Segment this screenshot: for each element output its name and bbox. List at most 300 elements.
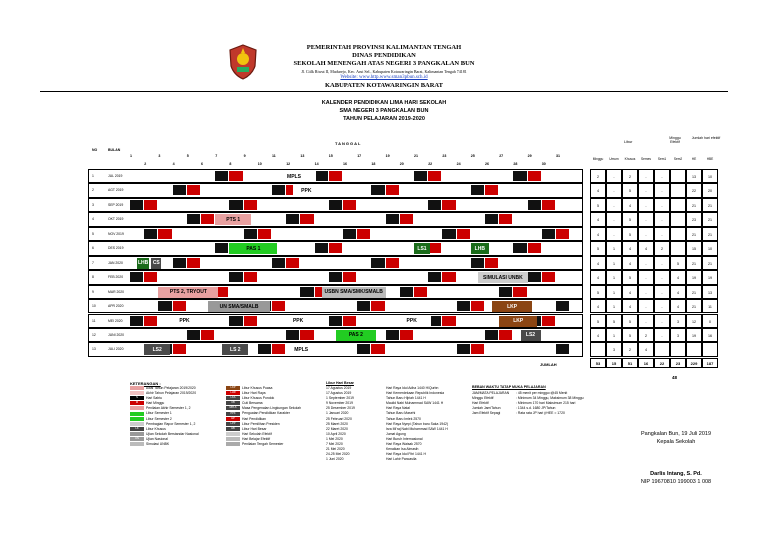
sunday-cell <box>542 316 555 326</box>
saturday-cell <box>315 243 328 253</box>
day-number: 2 <box>144 162 147 166</box>
event-bar: PTS 1 <box>215 214 251 225</box>
month-name: SEP 2019 <box>108 202 124 207</box>
month-number: 1 <box>92 174 94 178</box>
legend-swatch: HB <box>226 427 240 431</box>
summary-cell: 4 <box>590 328 606 342</box>
sunday-cell <box>442 316 455 326</box>
right-subheaders <box>590 157 718 165</box>
summary-cell: - <box>654 270 670 284</box>
holiday-date: 22 Maret 2020 <box>326 426 348 431</box>
legend-title: KETERANGAN : <box>130 381 161 386</box>
sunday-cell <box>386 185 399 195</box>
summary-cell: 4 <box>670 285 686 299</box>
sunday-cell <box>329 171 342 181</box>
summary-cell: 11 <box>702 299 718 313</box>
sunday-cell <box>244 316 257 326</box>
month-name: DES 2019 <box>108 246 124 251</box>
holiday-name: Hari Raya Nyepi (Tahun baru Saka 1942) <box>386 421 449 426</box>
legend-swatch: LPP <box>226 422 240 426</box>
header-divider <box>40 91 728 92</box>
summary-cell: 4 <box>622 241 638 255</box>
summary-cell: 15 <box>686 241 702 255</box>
saturday-cell <box>229 272 242 282</box>
col-no-header: NO <box>92 148 98 152</box>
summary-cell: 2 <box>654 241 670 255</box>
sunday-cell <box>528 171 541 181</box>
summary-cell <box>686 342 702 356</box>
sunday-cell <box>371 301 384 311</box>
saturday-cell <box>329 200 342 210</box>
day-number: 7 <box>215 154 218 158</box>
signature-role: Kepala Sekolah <box>656 439 696 445</box>
header-line-4: KABUPATEN KOTAWARINGIN BARAT <box>325 82 443 89</box>
summary-subheader: Sem2 <box>673 157 683 161</box>
beban-waktu-list <box>472 391 602 416</box>
sunday-cell <box>201 214 214 224</box>
summary-cell <box>670 342 686 356</box>
legend-label: Ujian Sekolah Berstandar Nasional <box>146 431 199 436</box>
summary-cell: - <box>654 328 670 342</box>
signature-name: Darlis Intang, S. Pd. <box>650 471 702 477</box>
saturday-cell <box>485 214 498 224</box>
summary-cell: 4 <box>590 256 606 270</box>
summary-subheader: Umum <box>609 157 619 161</box>
holiday-date: 10 April 2020 <box>326 431 346 436</box>
sunday-cell <box>300 330 313 340</box>
calendar-title: KALENDER PENDIDIKAN LIMA HARI SEKOLAH <box>321 100 447 106</box>
legend-swatch: S <box>130 396 144 400</box>
sunday-cell <box>442 272 455 282</box>
day-number: 14 <box>314 162 319 166</box>
month-name: JAN 2020 <box>108 260 123 265</box>
calendar-grid <box>88 169 584 357</box>
legend-label: Awal Tahun Pelajaran 2019/2020 <box>146 386 196 390</box>
saturday-cell <box>300 287 313 297</box>
summary-cell: - <box>654 299 670 313</box>
day-number: 15 <box>328 154 333 158</box>
holiday-date: 17 Agustus 2019 <box>326 391 352 396</box>
summary-cell <box>670 212 686 226</box>
summary-cell: - <box>638 227 654 241</box>
summary-cell: - <box>638 270 654 284</box>
summary-cell: - <box>606 212 622 226</box>
day-number: 16 <box>343 162 347 166</box>
summary-cell: - <box>606 198 622 212</box>
event-bar: SIMULASI UNBK <box>478 272 528 283</box>
summary-cell: 22 <box>686 183 702 197</box>
saturday-cell <box>485 330 498 340</box>
days-top-row <box>130 154 584 159</box>
month-number: 4 <box>92 217 94 222</box>
saturday-cell <box>130 316 143 326</box>
header-line-1: PEMERINTAH PROVINSI KALIMANTAN TENGAH <box>306 44 462 51</box>
legend-swatch <box>130 391 144 395</box>
month-name: JULI 2020 <box>108 347 124 352</box>
sunday-cell <box>229 171 242 181</box>
month-row <box>88 256 583 270</box>
saturday-cell <box>457 301 470 311</box>
summary-cell <box>590 342 606 356</box>
header-line-3: SEKOLAH MENENGAH ATAS NEGERI 3 PANGKALAN BUN <box>293 60 475 67</box>
header-line-2: DINAS PENDIDIKAN <box>352 52 416 59</box>
legend-label: Hari Pendidikan <box>242 416 266 421</box>
summary-cell: - <box>654 169 670 183</box>
summary-cell: 4 <box>670 270 686 284</box>
day-number: 17 <box>357 154 362 158</box>
summary-total: 187 <box>702 358 718 368</box>
summary-cell: 16 <box>702 328 718 342</box>
saturday-cell <box>400 287 413 297</box>
legend-item <box>130 442 222 447</box>
legend-label: Libur Khusus <box>146 426 166 431</box>
holiday-date: 1 Mei 2020 <box>326 436 343 441</box>
summary-cell <box>670 183 686 197</box>
beban-key: Hari Efektif <box>472 401 489 406</box>
summary-cell: 5 <box>590 314 606 328</box>
sunday-cell <box>272 344 285 354</box>
legend-swatch <box>226 437 240 441</box>
day-number: 26 <box>485 162 489 166</box>
event-bar: PPK <box>393 316 431 327</box>
summary-cell: 21 <box>686 299 702 313</box>
day-number: 29 <box>527 154 532 158</box>
event-bar: LHB <box>137 258 149 269</box>
sunday-cell <box>414 287 427 297</box>
summary-cell: - <box>638 198 654 212</box>
summary-cell: 4 <box>638 241 654 255</box>
summary-cell: - <box>654 198 670 212</box>
legend-label: Penilaian Tengah Semester <box>242 442 284 447</box>
month-name: JUNI 2020 <box>108 332 125 337</box>
summary-cell: - <box>606 227 622 241</box>
event-bar: PAS 2 <box>336 330 376 341</box>
holiday-name: Hari Raya Idul Fitri 1441 H <box>386 452 426 457</box>
saturday-cell <box>386 330 399 340</box>
summary-cell: 1 <box>606 256 622 270</box>
right-totals-row <box>590 358 718 368</box>
legend-label: Hari Sabtu <box>146 396 163 401</box>
summary-cell: - <box>638 169 654 183</box>
legend-swatch: LK <box>130 427 144 431</box>
day-number: 31 <box>556 154 560 158</box>
beban-title: BEBAN WAKTU TATAP MUKA PELAJARAN <box>472 385 546 389</box>
legend-label: Libur Hari Raya <box>242 391 266 396</box>
event-bar: LKP <box>492 301 532 312</box>
summary-cell: 5 <box>590 241 606 255</box>
sunday-cell <box>343 200 356 210</box>
month-number: 9 <box>92 289 94 294</box>
event-bar: MPLS <box>286 344 316 355</box>
summary-cell: 21 <box>702 227 718 241</box>
saturday-cell <box>272 185 285 195</box>
saturday-cell <box>329 316 342 326</box>
beban-key: Jumlah Jam/Tahun <box>472 406 501 411</box>
day-number: 27 <box>499 154 504 158</box>
sunday-cell <box>428 243 441 253</box>
saturday-cell <box>428 272 441 282</box>
holiday-name: Maulid Nabi Muhammad SAW 1441 H <box>386 401 444 406</box>
legend-label: Hari Sekolah Efektif <box>242 431 272 436</box>
summary-cell: 19 <box>686 328 702 342</box>
saturday-cell <box>542 229 555 239</box>
legend-label: Masa Pengenalan Lingkungan Sekolah <box>242 406 302 411</box>
legend-swatch: HP <box>226 417 240 421</box>
summary-total: 22 <box>654 358 670 368</box>
legend-swatch: LKP <box>226 386 240 390</box>
summary-cell: 4 <box>590 183 606 197</box>
month-name: FEB 2020 <box>108 275 124 280</box>
beban-key: Jam Efektif Sepagi <box>472 411 501 416</box>
summary-cell: 21 <box>686 198 702 212</box>
day-number: 8 <box>229 162 232 166</box>
calendar-school: SMA NEGERI 3 PANGKALAN BUN <box>339 108 429 114</box>
saturday-cell <box>343 229 356 239</box>
legend-swatch <box>226 442 240 446</box>
saturday-cell <box>371 258 384 268</box>
summary-cell: 4 <box>590 299 606 313</box>
summary-cell: 10 <box>702 241 718 255</box>
sunday-cell <box>485 258 498 268</box>
summary-cell <box>670 241 686 255</box>
day-number: 5 <box>186 154 189 158</box>
summary-cell: 4 <box>590 270 606 284</box>
saturday-cell <box>442 229 455 239</box>
beban-row <box>472 411 602 416</box>
event-bar: LS1 <box>414 243 430 254</box>
sunday-cell <box>201 330 214 340</box>
beban-value: : Minimum 34 Minggu, Maksimum 38 Minggu <box>516 396 584 401</box>
saturday-cell <box>414 171 427 181</box>
sunday-cell <box>357 229 370 239</box>
summary-total: 53 <box>590 358 606 368</box>
month-number: 8 <box>92 275 94 280</box>
sunday-cell <box>400 214 413 224</box>
hari-besar-title: Libur Hari Besar <box>326 381 354 385</box>
legend-label: Penguatan Pendidikan Karakter <box>242 411 290 416</box>
summary-cell: 10 <box>702 169 718 183</box>
saturday-cell <box>357 344 370 354</box>
summary-total: 229 <box>686 358 702 368</box>
event-bar: PTS 2, TRYOUT <box>158 287 218 298</box>
holiday-date: 21 Mei 2020 <box>326 447 345 452</box>
month-name: MEI 2020 <box>108 318 123 323</box>
summary-total: 23 <box>670 358 686 368</box>
holiday-name: Tahun Baru Hijriah 1441 H <box>386 396 426 401</box>
sunday-cell <box>144 272 157 282</box>
saturday-cell <box>513 171 526 181</box>
summary-cell: - <box>638 314 654 328</box>
legend-label: Libur Semester 2 <box>146 416 172 421</box>
holiday-date: 7 Mei 2020 <box>326 442 343 447</box>
beban-value: : 45 menit per minggu=@45 Menit <box>516 391 568 395</box>
sunday-cell <box>485 185 498 195</box>
right-summary-table <box>590 169 718 357</box>
saturday-cell <box>329 272 342 282</box>
saturday-cell <box>173 258 186 268</box>
summary-cell: 21 <box>702 212 718 226</box>
month-number: 5 <box>92 231 94 236</box>
summary-cell: 4 <box>622 285 638 299</box>
day-number: 28 <box>513 162 518 166</box>
summary-cell: 5 <box>622 227 638 241</box>
holiday-name: Tahun Baru Masehi <box>386 411 416 416</box>
legend-column-2 <box>226 386 322 447</box>
calendar-year: TAHUN PELAJARAN 2019-2020 <box>343 116 425 122</box>
sunday-cell <box>542 200 555 210</box>
beban-key: JAM/MATA PELAJARAN <box>472 391 510 395</box>
saturday-cell <box>144 229 157 239</box>
month-number: 11 <box>92 318 96 323</box>
sunday-cell <box>442 200 455 210</box>
sunday-cell <box>300 214 313 224</box>
sunday-cell <box>144 316 157 326</box>
holiday-date: 25 Desember 2019 <box>326 406 355 411</box>
summary-cell: 21 <box>686 227 702 241</box>
day-number: 10 <box>257 162 262 166</box>
summary-cell: - <box>606 183 622 197</box>
event-bar: USBN SMA/SMK/SMALB <box>322 287 386 298</box>
hari-besar-names <box>386 386 470 462</box>
legend-label: Libur Semester 1 <box>146 411 172 416</box>
day-number: 9 <box>243 154 246 158</box>
summary-cell: 2 <box>590 169 606 183</box>
summary-cell: 3 <box>670 328 686 342</box>
summary-subheader: HE <box>691 157 697 161</box>
summary-cell: 2 <box>638 328 654 342</box>
event-bar: LS 2 <box>222 344 248 355</box>
sunday-cell <box>272 301 285 311</box>
holiday-name: Hari Raya Waisak 2570 <box>386 442 422 447</box>
sunday-cell <box>258 229 271 239</box>
summary-cell: 20 <box>702 183 718 197</box>
summary-cell: 1 <box>606 285 622 299</box>
legend-swatch <box>130 417 144 421</box>
saturday-cell <box>258 344 271 354</box>
summary-cell: - <box>638 256 654 270</box>
holiday-name: Isra Mi'raj Nabi Muhammad SAW 1441 H <box>386 426 448 431</box>
summary-cell: - <box>638 212 654 226</box>
day-number: 20 <box>399 162 404 166</box>
summary-cell: 21 <box>686 256 702 270</box>
saturday-cell <box>357 301 370 311</box>
holiday-name: Jumat Agung <box>386 431 406 436</box>
day-number: 1 <box>130 154 132 158</box>
legend-swatch <box>226 432 240 436</box>
sunday-cell <box>499 330 512 340</box>
saturday-cell <box>130 272 143 282</box>
summary-cell: 4 <box>670 299 686 313</box>
saturday-cell <box>386 214 399 224</box>
signature-nip: NIP 19670810 199003 1 008 <box>640 479 712 485</box>
day-number: 30 <box>541 162 546 166</box>
sunday-cell <box>556 229 569 239</box>
month-name: NOV 2019 <box>108 231 124 236</box>
saturday-cell <box>244 229 257 239</box>
summary-cell: 0 <box>702 314 718 328</box>
legend-label: Libur Hari Besar <box>242 426 267 431</box>
summary-cell: 5 <box>622 314 638 328</box>
libur-header: Libur <box>624 140 633 144</box>
sunday-cell <box>457 229 470 239</box>
summary-cell: - <box>654 183 670 197</box>
legend-label: Cuti Bersama <box>242 401 263 406</box>
sunday-cell <box>528 243 541 253</box>
summary-cell: 5 <box>622 328 638 342</box>
month-name: APR 2020 <box>108 304 124 309</box>
legend-swatch <box>130 442 144 446</box>
day-number: 12 <box>286 162 291 166</box>
sunday-cell <box>144 200 157 210</box>
summary-cell: 4 <box>622 299 638 313</box>
summary-subheader: Khusus <box>624 157 636 161</box>
day-number: 6 <box>201 162 203 166</box>
saturday-cell <box>158 301 171 311</box>
summary-cell: - <box>654 212 670 226</box>
sunday-cell <box>187 258 200 268</box>
summary-cell: 5 <box>622 183 638 197</box>
summary-cell: 19 <box>686 270 702 284</box>
summary-cell: 21 <box>702 198 718 212</box>
minggu-efektif-header: Minggu Efektif <box>669 136 681 144</box>
summary-cell: 4 <box>590 227 606 241</box>
summary-cell: 5 <box>670 256 686 270</box>
legend-label: Hari Belajar Efektif <box>242 436 271 441</box>
beban-value: : Rata rata JP hari (rHEE = 1720 <box>516 411 565 416</box>
summary-cell: - <box>654 256 670 270</box>
saturday-cell <box>215 171 228 181</box>
month-name: MAR 2020 <box>108 289 125 294</box>
event-bar: PAS 1 <box>229 243 277 254</box>
summary-cell: 5 <box>590 285 606 299</box>
summary-total: 16 <box>638 358 654 368</box>
summary-cell: - <box>606 169 622 183</box>
legend-label: Hari Minggu <box>146 401 165 406</box>
summary-cell: - <box>654 285 670 299</box>
summary-cell: 13 <box>686 169 702 183</box>
legend-swatch: UN <box>130 437 144 441</box>
legend-swatch: MPLS <box>226 406 240 410</box>
summary-subheader: Sem1 <box>657 157 667 161</box>
summary-cell <box>670 198 686 212</box>
signature-place-date: Pangkalan Bun, 19 Juli 2019 <box>640 431 712 437</box>
month-number: 12 <box>92 332 96 337</box>
legend-swatch <box>130 412 144 416</box>
saturday-cell <box>371 185 384 195</box>
header-website-link[interactable]: Website: www.http.www.sman3pbun.sch.id <box>340 75 428 80</box>
day-number: 3 <box>158 154 161 158</box>
summary-cell: - <box>654 314 670 328</box>
summary-cell: 2 <box>622 342 638 356</box>
legend-label: Libur Khusus Puasa <box>242 386 273 390</box>
saturday-cell <box>286 214 299 224</box>
saturday-cell <box>229 200 242 210</box>
sunday-cell <box>286 258 299 268</box>
summary-subheader: HBE <box>706 157 714 161</box>
event-bar: LHB <box>471 243 489 254</box>
sunday-cell <box>173 344 186 354</box>
summary-cell: 2 <box>622 169 638 183</box>
summary-cell: 4 <box>590 212 606 226</box>
summary-cell: 3 <box>670 314 686 328</box>
holiday-date: 17 Agustus 2019 <box>326 386 352 390</box>
summary-cell: 5 <box>622 212 638 226</box>
holiday-name: Tahun Baru Imlek 2570 <box>386 416 421 421</box>
summary-cell: 5 <box>590 198 606 212</box>
saturday-cell <box>471 185 484 195</box>
legend-column-1 <box>130 386 222 447</box>
month-number: 6 <box>92 246 94 251</box>
